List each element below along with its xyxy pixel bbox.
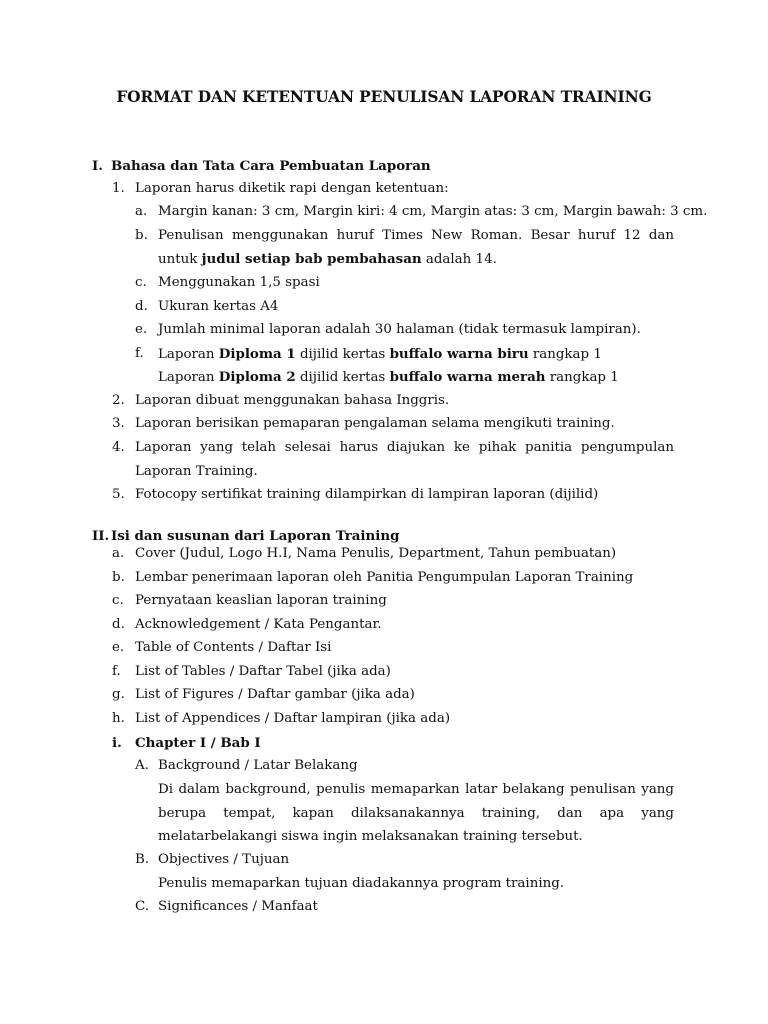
sub-item-letter: f. <box>135 346 144 361</box>
list-item-text: Table of Contents / Daftar Isi <box>135 640 332 655</box>
list-item-text: Laporan dibuat menggunakan bahasa Inggris. <box>135 393 450 408</box>
subsection-title: Objectives / Tujuan <box>158 852 290 867</box>
list-number: 1. <box>112 181 125 196</box>
sub-item-text: Penulisan menggunakan huruf Times New Roman. Besar huruf 12 dan untuk <box>158 228 674 267</box>
list-letter: a. <box>112 546 125 561</box>
list-letter: d. <box>112 617 125 632</box>
sub-item-text: Margin kanan: 3 cm, Margin kiri: 4 cm, Margin atas: 3 cm, Margin bawah: 3 cm. <box>158 204 708 219</box>
bold-run: buffalo warna biru <box>389 346 529 362</box>
sub-item-letter: a. <box>135 204 148 219</box>
list-item-text: Pernyataan keaslian laporan training <box>135 593 387 608</box>
subsection-body: Penulis memaparkan tujuan diadakannya program training. <box>158 876 565 891</box>
section-1-number: I. <box>92 158 103 174</box>
list-item-text: Laporan harus diketik rapi dengan ketentuan: <box>135 181 449 196</box>
list-letter: f. <box>112 664 121 679</box>
sub-item-text <box>158 367 619 388</box>
sub-item-letter: b. <box>135 228 148 243</box>
list-letter: c. <box>112 593 124 608</box>
list-number: 5. <box>112 487 125 502</box>
text-run: dijilid kertas <box>295 347 390 362</box>
list-item-text: Acknowledgement / Kata Pengantar. <box>135 617 382 632</box>
sub-item-letter: c. <box>135 275 147 290</box>
subsection-letter: A. <box>135 758 149 773</box>
sub-item-text: Ukuran kertas A4 <box>158 299 279 314</box>
sub-item-paragraph <box>158 224 674 271</box>
subsection-body: Di dalam background, penulis memaparkan latar belakang penulisan yang berupa tempat, kapan dilaksanakannya training, dan apa yang melatarbelakangi siswa ingin melaksanakan training tersebut. <box>158 782 674 844</box>
section-2-number: II. <box>92 528 110 544</box>
list-item-text: Laporan yang telah selesai harus diajukan ke pihak panitia pengumpulan Laporan Training. <box>135 440 674 479</box>
section-2-heading: Isi dan susunan dari Laporan Training <box>111 528 400 544</box>
list-item-text: Laporan berisikan pemaparan pengalaman selama mengikuti training. <box>135 416 615 431</box>
list-letter: i. <box>112 735 122 751</box>
text-run: Laporan <box>158 347 219 362</box>
sub-item-text: adalah 14. <box>421 251 497 267</box>
text-run: rangkap 1 <box>528 347 602 362</box>
list-number: 2. <box>112 393 125 408</box>
sub-item-text: Jumlah minimal laporan adalah 30 halaman (tidak termasuk lampiran). <box>158 322 641 337</box>
list-item-text: Fotocopy sertifikat training dilampirkan di lampiran laporan (dijilid) <box>135 487 599 502</box>
chapter-heading: Chapter I / Bab I <box>135 735 261 751</box>
sub-item-text: Menggunakan 1,5 spasi <box>158 275 320 290</box>
list-letter: h. <box>112 711 125 726</box>
subsection-title: Background / Latar Belakang <box>158 758 358 773</box>
bold-run: Diploma 2 <box>218 369 296 385</box>
sub-item-letter: d. <box>135 299 148 314</box>
list-letter: b. <box>112 570 125 585</box>
list-item-text: List of Appendices / Daftar lampiran (jika ada) <box>135 711 451 726</box>
sub-item-letter: e. <box>135 322 148 337</box>
document-title: FORMAT DAN KETENTUAN PENULISAN LAPORAN TRAINING <box>116 88 652 106</box>
list-number: 4. <box>112 440 125 455</box>
list-number: 3. <box>112 416 125 431</box>
text-run: Laporan <box>158 370 219 385</box>
text-run: dijilid kertas <box>295 370 390 385</box>
list-item-text: List of Tables / Daftar Tabel (jika ada) <box>135 664 391 679</box>
subsection-title: Significances / Manfaat <box>158 899 318 914</box>
sub-item-bold-text: judul setiap bab pembahasan <box>201 250 422 267</box>
text-run: rangkap 1 <box>545 370 619 385</box>
subsection-letter: B. <box>135 852 150 867</box>
sub-item-text <box>158 344 602 365</box>
list-letter: g. <box>112 687 125 702</box>
list-item-text: Cover (Judul, Logo H.I, Nama Penulis, Department, Tahun pembuatan) <box>135 546 617 561</box>
bold-run: buffalo warna merah <box>389 369 546 385</box>
subsection-letter: C. <box>135 899 150 914</box>
bold-run: Diploma 1 <box>218 346 296 362</box>
list-item-text: Lembar penerimaan laporan oleh Panitia Pengumpulan Laporan Training <box>135 570 634 585</box>
list-letter: e. <box>112 640 125 655</box>
list-item-text: List of Figures / Daftar gambar (jika ada) <box>135 687 415 702</box>
section-1-heading: Bahasa dan Tata Cara Pembuatan Laporan <box>111 158 431 174</box>
